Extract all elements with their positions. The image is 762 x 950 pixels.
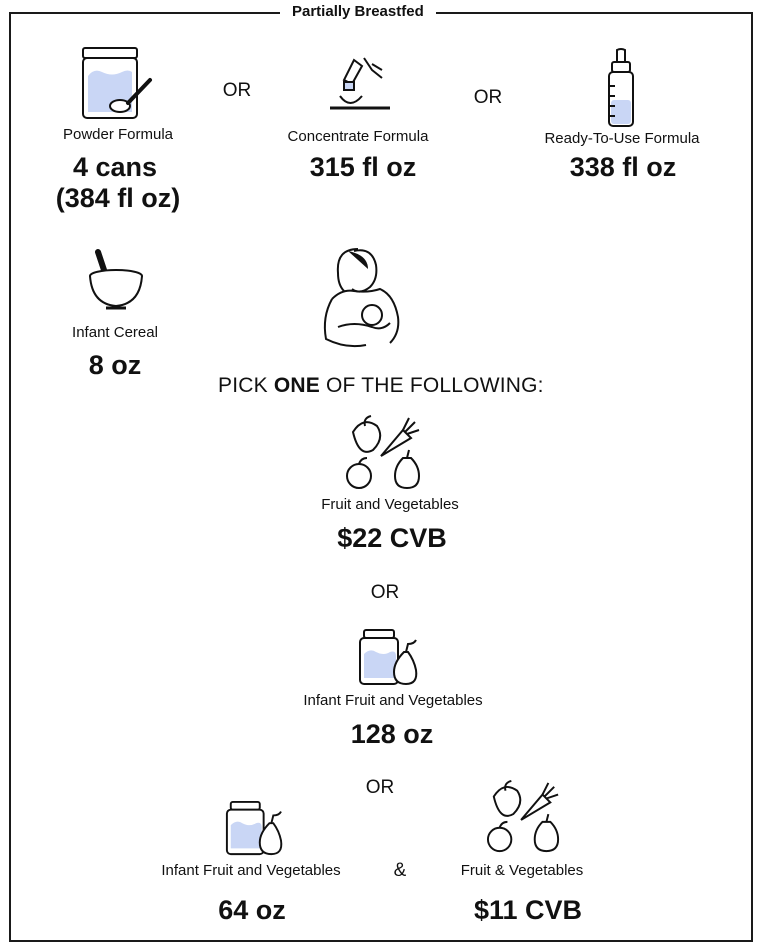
pick-suffix: OF THE FOLLOWING: [319, 374, 544, 397]
fruit-vegetables-icon-small [486, 778, 562, 856]
fruit-vegetables-label-half: Fruit & Vegetables [460, 862, 584, 879]
page-title: Partially Breastfed [280, 3, 436, 20]
or-separator-2: OR [473, 87, 503, 108]
infant-fruit-vegetables-label-half: Infant Fruit and Vegetables [161, 862, 341, 879]
fruit-vegetables-cvb-amount: $22 CVB [337, 523, 447, 553]
infant-fruit-vegetables-amount: 128 oz [350, 719, 434, 749]
concentrate-formula-label: Concentrate Formula [287, 128, 429, 145]
or-separator-3: OR [370, 582, 400, 603]
pick-bold: ONE [273, 374, 320, 397]
baby-food-jar-icon [356, 628, 418, 688]
baby-food-jar-icon-small [222, 800, 284, 858]
cereal-bowl-icon [84, 250, 148, 314]
and-separator: & [393, 860, 407, 881]
fruit-vegetables-label: Fruit and Vegetables [321, 496, 459, 513]
powder-formula-label: Powder Formula [62, 126, 174, 143]
powder-formula-amount: 4 cans [72, 152, 158, 182]
infant-cereal-label: Infant Cereal [72, 324, 158, 341]
ready-to-use-formula-amount: 338 fl oz [569, 152, 677, 182]
infant-fruit-vegetables-label: Infant Fruit and Vegetables [303, 692, 483, 709]
ready-to-use-formula-label: Ready-To-Use Formula [544, 130, 700, 147]
infant-cereal-amount: 8 oz [88, 350, 142, 380]
fruit-vegetables-icon [345, 414, 423, 492]
breastfeeding-mother-icon [318, 245, 404, 355]
infant-fruit-vegetables-amount-half: 64 oz [218, 895, 286, 925]
pick-one-heading [218, 374, 578, 398]
baby-bottle-icon [604, 48, 638, 130]
concentrate-formula-icon [326, 56, 396, 116]
pick-prefix: PICK [218, 374, 274, 397]
powder-formula-can-icon [78, 46, 150, 122]
powder-formula-amount-oz: (384 fl oz) [55, 183, 181, 213]
or-separator-4: OR [365, 777, 395, 798]
or-separator: OR [222, 80, 252, 101]
fruit-vegetables-cvb-amount-half: $11 CVB [473, 895, 583, 925]
concentrate-formula-amount: 315 fl oz [309, 152, 417, 182]
